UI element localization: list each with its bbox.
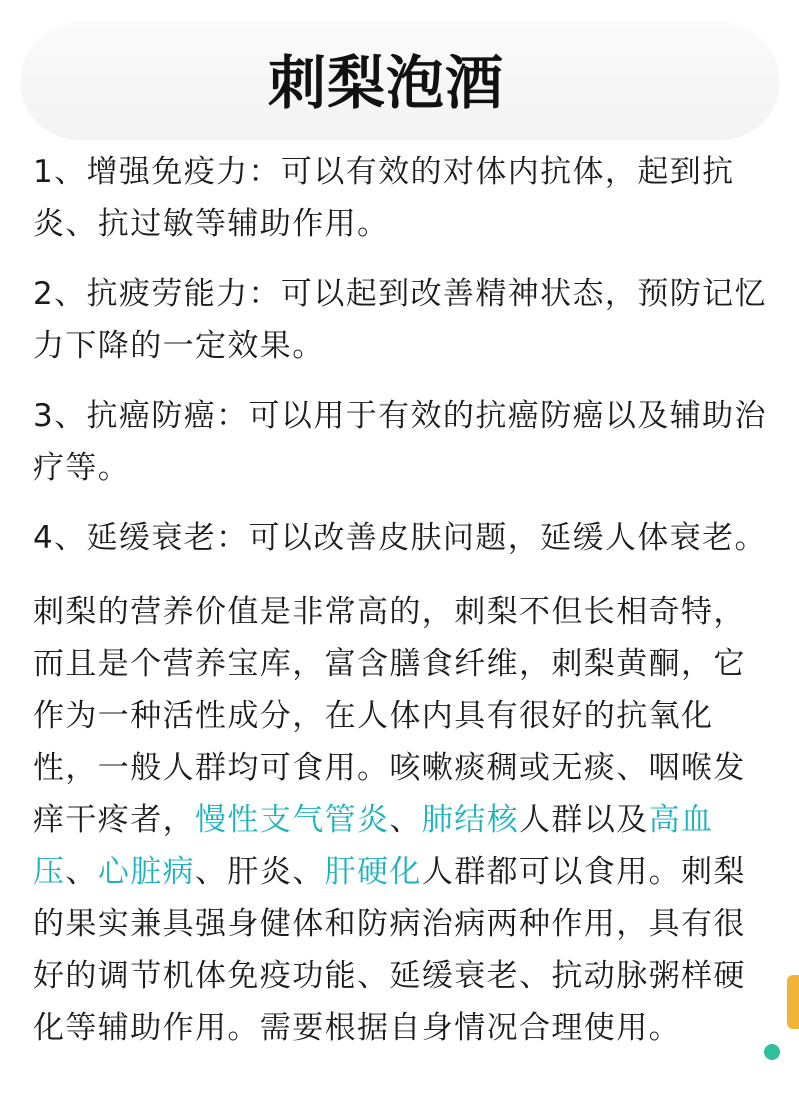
- floating-dot-icon[interactable]: [764, 1044, 780, 1060]
- link-tuberculosis[interactable]: 肺结核: [421, 802, 520, 838]
- paragraph-text: 刺梨的营养价值是非常高的，刺梨不但长相奇特，而且是个营养宝库，富含膳食纤维，刺梨黄酮，它作为一种活性成分，在人体内具有很好的抗氧化性，一般人群均可食用。咳嗽痰稠或无痰、咽喉发痒干疼者，: [33, 594, 746, 838]
- benefit-item-1: 1、增强免疫力：可以有效的对体内抗体，起到抗炎、抗过敏等辅助作用。: [33, 154, 735, 242]
- page-title: 刺梨泡酒: [267, 49, 504, 117]
- benefit-item-2: 2、抗疲劳能力：可以起到改善精神状态，预防记忆力下降的一定效果。: [33, 276, 767, 364]
- link-hypertension[interactable]: 高血压: [33, 802, 714, 890]
- separator-text: 、: [65, 854, 98, 890]
- separator-text: 、: [389, 802, 422, 838]
- benefit-item-3: 3、抗癌防癌：可以用于有效的抗癌防癌以及辅助治疗等。: [33, 398, 767, 486]
- article-body: [33, 146, 773, 1072]
- benefit-item-4: 4、延缓衰老：可以改善皮肤问题，延缓人体衰老。: [33, 520, 767, 556]
- link-chronic-bronchitis[interactable]: 慢性支气管炎: [195, 802, 390, 838]
- link-heart-disease[interactable]: 心脏病: [97, 854, 196, 890]
- floating-side-tab[interactable]: [787, 975, 799, 1029]
- nutrition-paragraph: [33, 586, 773, 1054]
- paragraph-text: 人群以及: [519, 802, 649, 838]
- paragraph-text: 人群都可以食用。刺梨的果实兼具强身健体和防病治病两种作用，具有很好的调节机体免疫功能、延缓衰老、抗动脉粥样硬化等辅助作用。需要根据自身情况合理使用。: [33, 854, 746, 1046]
- link-cirrhosis[interactable]: 肝硬化: [324, 854, 422, 890]
- paragraph-text: 、肝炎、: [195, 854, 325, 890]
